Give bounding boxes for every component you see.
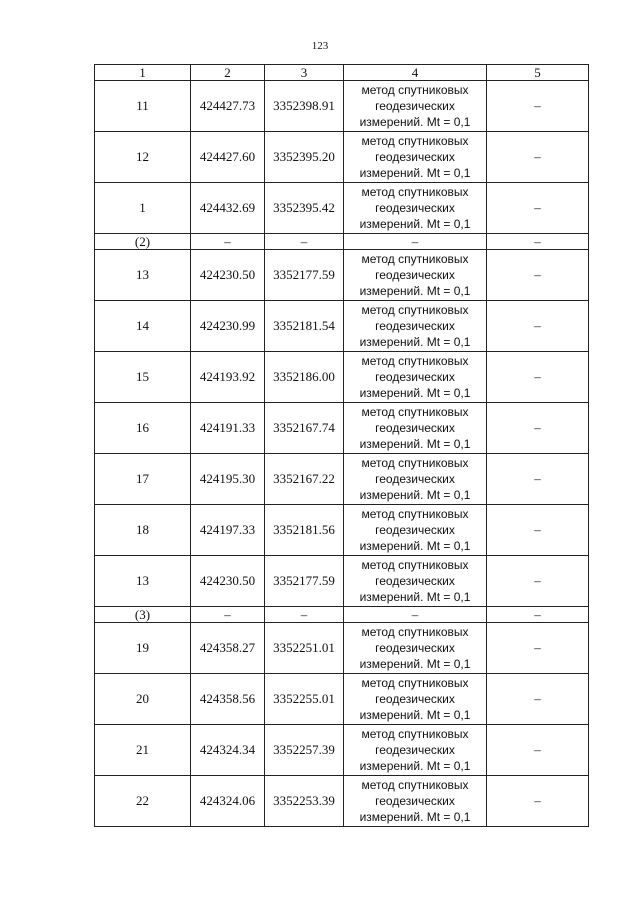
table-row [95, 776, 589, 827]
y-coordinate-cell: 3352177.59 [265, 250, 344, 301]
y-coordinate-cell: 3352395.20 [265, 132, 344, 183]
method-cell: метод спутниковых геодезических измерений. Mt = 0,1 [344, 674, 487, 725]
point-number-cell: (2) [95, 234, 191, 250]
method-cell: метод спутниковых геодезических измерений. Mt = 0,1 [344, 183, 487, 234]
x-coordinate-cell: 424230.50 [191, 250, 265, 301]
x-coordinate-cell: 424191.33 [191, 403, 265, 454]
table-row [95, 352, 589, 403]
y-coordinate-cell: 3352398.91 [265, 81, 344, 132]
table-body [95, 81, 589, 827]
y-coordinate-cell: 3352181.56 [265, 505, 344, 556]
table-row [95, 301, 589, 352]
x-coordinate-cell: 424432.69 [191, 183, 265, 234]
note-cell: – [487, 352, 589, 403]
header-row [95, 65, 589, 81]
header-col-2: 2 [191, 65, 265, 81]
table-row [95, 674, 589, 725]
header-col-5: 5 [487, 65, 589, 81]
y-coordinate-cell: 3352181.54 [265, 301, 344, 352]
point-number-cell: 15 [95, 352, 191, 403]
table-row [95, 81, 589, 132]
contour-separator-row [95, 607, 589, 623]
x-coordinate-cell: 424427.60 [191, 132, 265, 183]
point-number-cell: 20 [95, 674, 191, 725]
note-cell: – [487, 454, 589, 505]
note-cell: – [487, 81, 589, 132]
note-cell: – [487, 725, 589, 776]
contour-separator-row [95, 234, 589, 250]
y-coordinate-cell: – [265, 234, 344, 250]
note-cell: – [487, 674, 589, 725]
y-coordinate-cell: 3352257.39 [265, 725, 344, 776]
table-row [95, 454, 589, 505]
header-col-4: 4 [344, 65, 487, 81]
point-number-cell: 21 [95, 725, 191, 776]
table-row [95, 623, 589, 674]
method-cell: метод спутниковых геодезических измерений. Mt = 0,1 [344, 352, 487, 403]
method-cell: – [344, 234, 487, 250]
note-cell: – [487, 301, 589, 352]
point-number-cell: 19 [95, 623, 191, 674]
point-number-cell: 17 [95, 454, 191, 505]
x-coordinate-cell: 424193.92 [191, 352, 265, 403]
method-cell: метод спутниковых геодезических измерений. Mt = 0,1 [344, 250, 487, 301]
x-coordinate-cell: 424197.33 [191, 505, 265, 556]
method-cell: метод спутниковых геодезических измерений. Mt = 0,1 [344, 454, 487, 505]
method-cell: метод спутниковых геодезических измерений. Mt = 0,1 [344, 132, 487, 183]
y-coordinate-cell: 3352253.39 [265, 776, 344, 827]
table-row [95, 132, 589, 183]
point-number-cell: 11 [95, 81, 191, 132]
note-cell: – [487, 776, 589, 827]
method-cell: метод спутниковых геодезических измерений. Mt = 0,1 [344, 301, 487, 352]
point-number-cell: 14 [95, 301, 191, 352]
method-cell: метод спутниковых геодезических измерений. Mt = 0,1 [344, 623, 487, 674]
method-cell: метод спутниковых геодезических измерений. Mt = 0,1 [344, 403, 487, 454]
y-coordinate-cell: 3352177.59 [265, 556, 344, 607]
point-number-cell: (3) [95, 607, 191, 623]
note-cell: – [487, 183, 589, 234]
note-cell: – [487, 505, 589, 556]
header-col-1: 1 [95, 65, 191, 81]
table-row [95, 556, 589, 607]
point-number-cell: 16 [95, 403, 191, 454]
y-coordinate-cell: 3352251.01 [265, 623, 344, 674]
table-row [95, 505, 589, 556]
note-cell: – [487, 132, 589, 183]
coordinates-table [94, 64, 589, 827]
x-coordinate-cell: – [191, 234, 265, 250]
y-coordinate-cell: 3352167.74 [265, 403, 344, 454]
point-number-cell: 18 [95, 505, 191, 556]
note-cell: – [487, 607, 589, 623]
point-number-cell: 13 [95, 556, 191, 607]
table-row [95, 183, 589, 234]
x-coordinate-cell: 424230.50 [191, 556, 265, 607]
y-coordinate-cell: 3352186.00 [265, 352, 344, 403]
method-cell: метод спутниковых геодезических измерений. Mt = 0,1 [344, 776, 487, 827]
table-row [95, 403, 589, 454]
note-cell: – [487, 556, 589, 607]
note-cell: – [487, 623, 589, 674]
header-col-3: 3 [265, 65, 344, 81]
point-number-cell: 22 [95, 776, 191, 827]
x-coordinate-cell: – [191, 607, 265, 623]
point-number-cell: 1 [95, 183, 191, 234]
y-coordinate-cell: – [265, 607, 344, 623]
method-cell: метод спутниковых геодезических измерений. Mt = 0,1 [344, 725, 487, 776]
table-row [95, 725, 589, 776]
x-coordinate-cell: 424427.73 [191, 81, 265, 132]
table-row [95, 250, 589, 301]
method-cell: метод спутниковых геодезических измерений. Mt = 0,1 [344, 81, 487, 132]
y-coordinate-cell: 3352395.42 [265, 183, 344, 234]
page-number: 123 [311, 40, 329, 52]
point-number-cell: 13 [95, 250, 191, 301]
x-coordinate-cell: 424195.30 [191, 454, 265, 505]
x-coordinate-cell: 424358.56 [191, 674, 265, 725]
point-number-cell: 12 [95, 132, 191, 183]
x-coordinate-cell: 424324.06 [191, 776, 265, 827]
y-coordinate-cell: 3352255.01 [265, 674, 344, 725]
note-cell: – [487, 250, 589, 301]
y-coordinate-cell: 3352167.22 [265, 454, 344, 505]
note-cell: – [487, 234, 589, 250]
method-cell: метод спутниковых геодезических измерений. Mt = 0,1 [344, 556, 487, 607]
note-cell: – [487, 403, 589, 454]
x-coordinate-cell: 424358.27 [191, 623, 265, 674]
x-coordinate-cell: 424230.99 [191, 301, 265, 352]
x-coordinate-cell: 424324.34 [191, 725, 265, 776]
method-cell: метод спутниковых геодезических измерений. Mt = 0,1 [344, 505, 487, 556]
method-cell: – [344, 607, 487, 623]
